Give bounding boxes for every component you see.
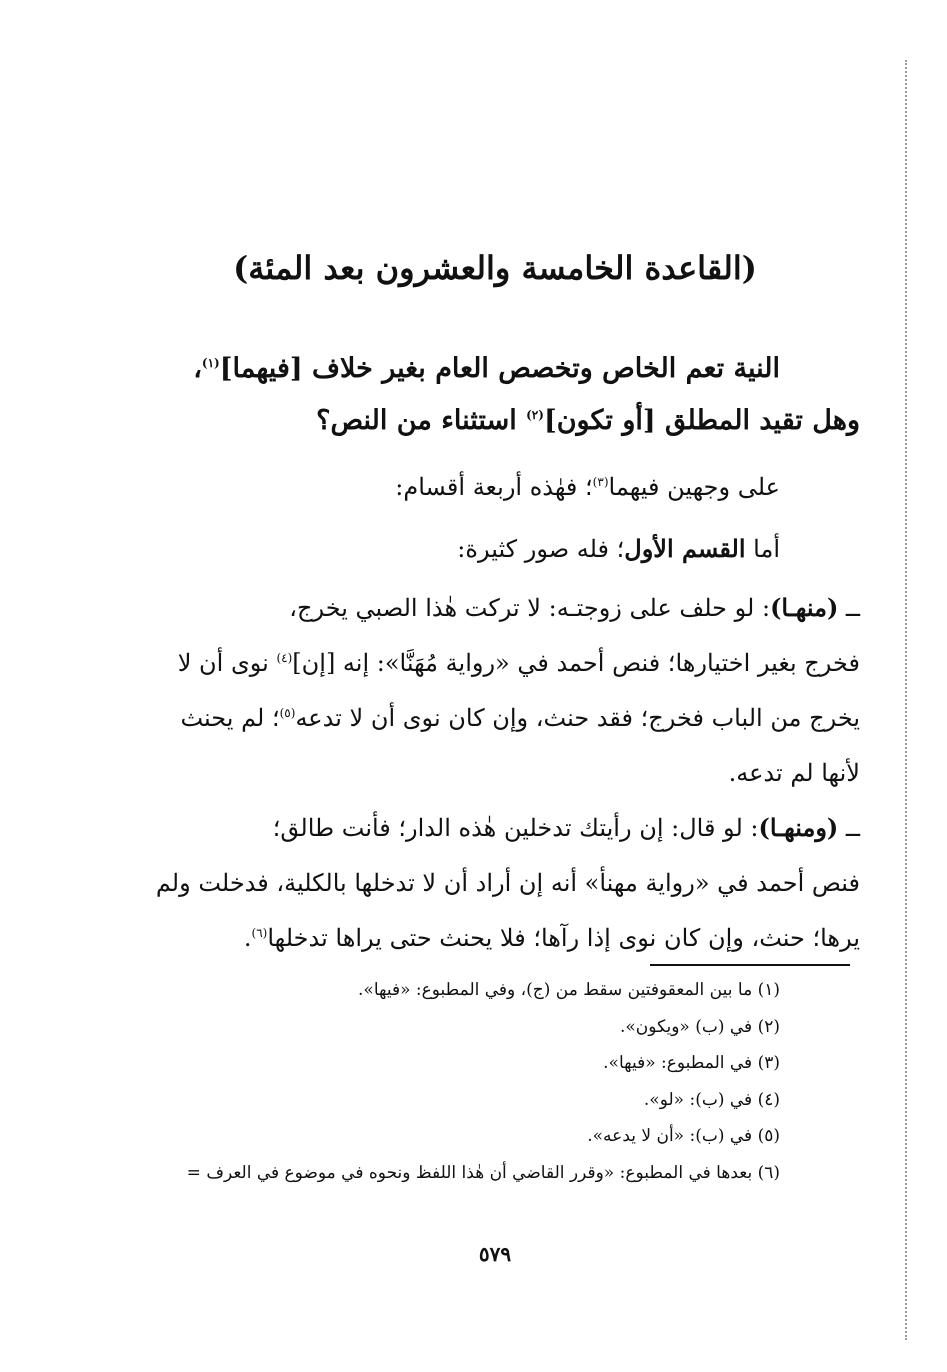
example-text: نوى أن لا bbox=[177, 649, 277, 677]
example-text: فخرج بغير اختيارها؛ فنص أحمد في «رواية مُهَنَّا»: إنه [إن] bbox=[292, 649, 860, 677]
intro-text: ؛ فهٰذه أربعة أقسام: bbox=[395, 473, 593, 501]
rule-statement-punct: ، bbox=[193, 353, 202, 384]
footnote-6: (٦) بعدها في المطبوع: «وقرر القاضي أن هٰذا اللفظ ونحوه في موضوع في العرف = bbox=[186, 1162, 780, 1183]
section-heading: القسم الأول bbox=[624, 534, 746, 563]
example-label: (ومنهـا) bbox=[758, 813, 839, 842]
example-label: (منهـا) bbox=[770, 593, 839, 622]
section-text: ؛ فله صور كثيرة: bbox=[457, 535, 625, 563]
dash: ــ bbox=[838, 814, 860, 842]
footnote-4: (٤) في (ب): «لو». bbox=[643, 1089, 780, 1110]
footnote-ref-3: (٣) bbox=[592, 475, 609, 489]
rule-statement-text: وهل تقيد المطلق [أو تكون] bbox=[543, 405, 860, 436]
book-page bbox=[130, 0, 860, 1372]
example-text: يخرج من الباب فخرج؛ فقد حنث، وإن كان نوى أن لا تدعه bbox=[295, 704, 860, 732]
footnotes bbox=[130, 972, 860, 1191]
section-one-paragraph bbox=[130, 521, 860, 577]
footnote-3: (٣) في المطبوع: «فيها». bbox=[603, 1053, 780, 1073]
page-number: ٥٧٩ bbox=[478, 1242, 512, 1266]
example-text: : لو قال: إن رأيتك تدخلين هٰذه الدار؛ فأنت طالق؛ bbox=[272, 814, 759, 842]
rule-statement-text: استثناء من النص؟ bbox=[316, 405, 527, 436]
example-one-line-1 bbox=[130, 580, 860, 636]
rule-statement-line-2 bbox=[130, 395, 860, 447]
example-one-paragraph bbox=[130, 580, 860, 801]
footnote-ref-6: (٦) bbox=[251, 926, 268, 940]
example-two-line-2: فنص أحمد في «رواية مهنأ» أنه إن أراد أن لا تدخلها بالكلية، فدخلت ولم bbox=[155, 869, 860, 897]
example-one-line-3 bbox=[130, 691, 860, 746]
footnote-ref-5: (٥) bbox=[279, 706, 296, 720]
intro-text: على وجهين فيهما bbox=[608, 473, 780, 501]
footnote-ref-1: (١) bbox=[201, 356, 220, 370]
rule-statement bbox=[130, 343, 860, 447]
rule-statement-text: النية تعم الخاص وتخصص العام بغير خلاف [فيهما] bbox=[219, 353, 780, 384]
page-edge-dots bbox=[905, 60, 907, 1340]
rule-statement-line-1 bbox=[130, 343, 860, 395]
footnote-2: (٢) في (ب) «ويكون». bbox=[620, 1016, 780, 1037]
example-two-paragraph bbox=[130, 800, 860, 966]
footnote-1: (١) ما بين المعقوفتين سقط من (ج)، وفي المطبوع: «فيها». bbox=[358, 980, 780, 1000]
example-two-line-1 bbox=[130, 800, 860, 856]
section-one-line bbox=[130, 521, 860, 577]
footnote-ref-2: (٢) bbox=[526, 408, 544, 422]
rule-title: (القاعدة الخامسة والعشرون بعد المئة) bbox=[233, 249, 757, 287]
dash: ــ bbox=[838, 594, 860, 622]
example-text: . bbox=[243, 924, 252, 952]
example-two-line-3 bbox=[130, 911, 860, 966]
example-one-line-2 bbox=[130, 636, 860, 691]
example-text: ؛ لم يحنث bbox=[180, 704, 280, 732]
footnote-5: (٥) في (ب): «أن لا يدعه». bbox=[587, 1126, 780, 1146]
footnote-separator bbox=[650, 964, 850, 966]
example-one-line-4: لأنها لم تدعه. bbox=[728, 759, 860, 787]
example-text: يرها؛ حنث، وإن كان نوى إذا رآها؛ فلا يحنث حتى يراها تدخلها bbox=[267, 924, 860, 952]
section-text: أما bbox=[745, 535, 780, 563]
footnote-ref-4: (٤) bbox=[276, 651, 293, 665]
intro-paragraph bbox=[130, 460, 860, 515]
example-text: : لو حلف على زوجتـه: لا تركت هٰذا الصبي يخرج، bbox=[289, 594, 771, 622]
intro-line bbox=[130, 460, 860, 515]
